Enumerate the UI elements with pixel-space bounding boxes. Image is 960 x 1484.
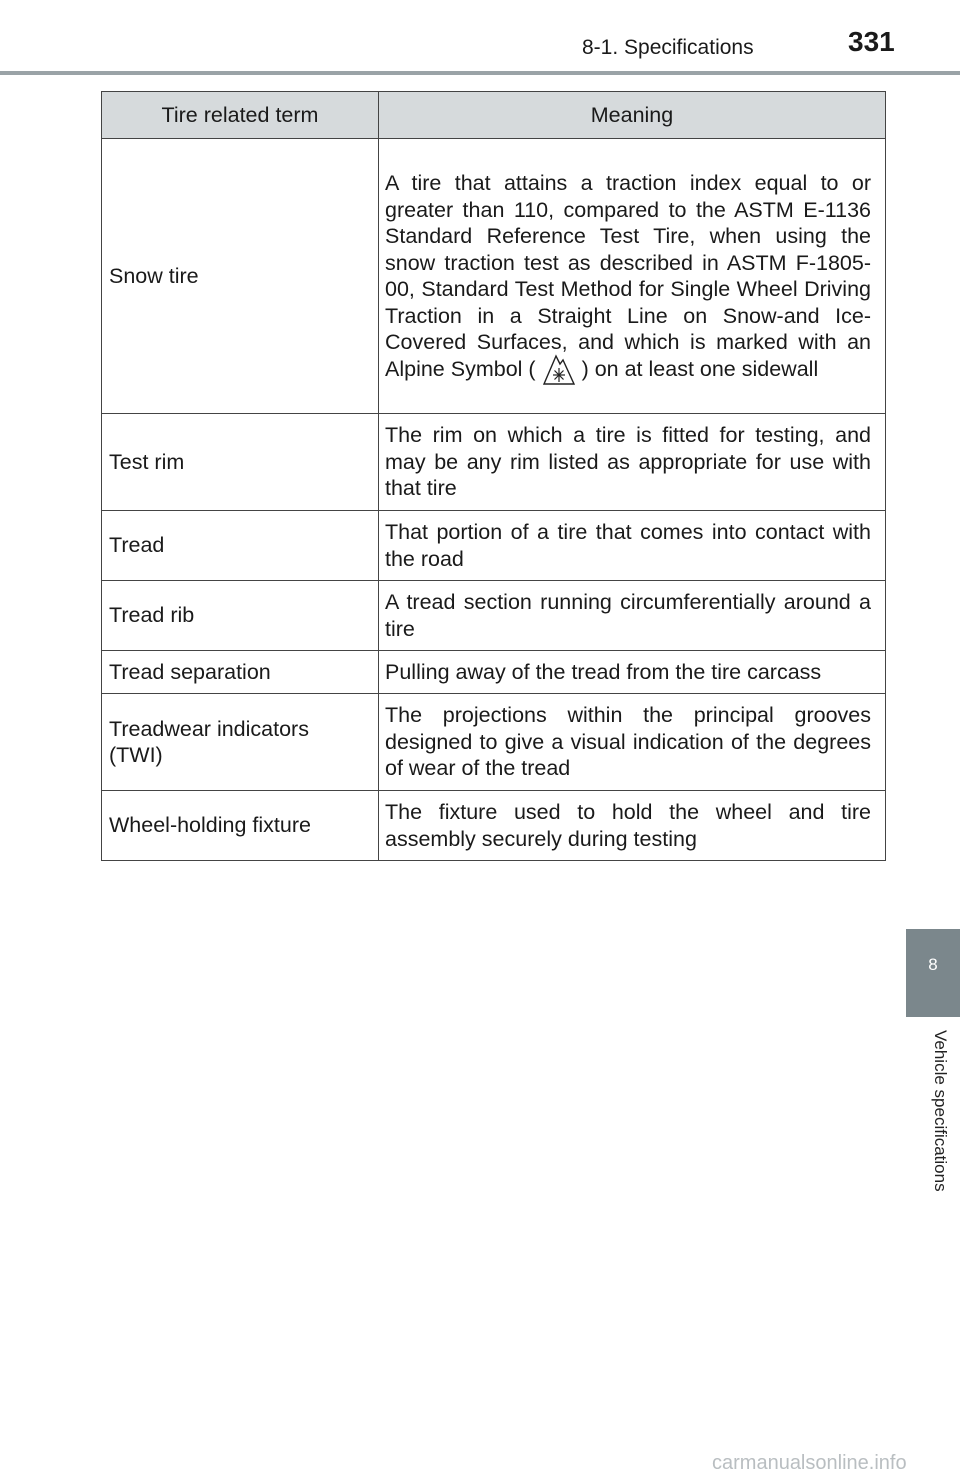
table-row: [102, 651, 886, 694]
term-cell: Wheel-holding fixture: [102, 791, 379, 861]
meaning-cell: [379, 139, 886, 414]
term-cell: Tread separation: [102, 651, 379, 694]
table-row: [102, 694, 886, 791]
meaning-cell: The fixture used to hold the wheel and tire assembly securely during testing: [379, 791, 886, 861]
alpine-symbol-icon: [542, 352, 576, 386]
column-header-term: Tire related term: [102, 92, 379, 139]
term-cell: Tread rib: [102, 581, 379, 651]
table-row: [102, 414, 886, 511]
table-header-row: [102, 92, 886, 139]
meaning-cell: That portion of a tire that comes into contact with the road: [379, 511, 886, 581]
meaning-text: ) on at least one sidewall: [581, 356, 819, 381]
meaning-cell: Pulling away of the tread from the tire carcass: [379, 651, 886, 694]
header-divider: [0, 71, 960, 75]
term-cell: Treadwear indicators (TWI): [102, 694, 379, 791]
chapter-number: 8: [928, 955, 938, 974]
table-row: [102, 511, 886, 581]
chapter-title: Vehicle specifications: [931, 1030, 950, 1192]
section-title: 8-1. Specifications: [582, 36, 754, 59]
term-cell: Snow tire: [102, 139, 379, 414]
meaning-cell: The projections within the principal grooves designed to give a visual indication of the degrees of wear of the tread: [379, 694, 886, 791]
meaning-cell: The rim on which a tire is fitted for testing, and may be any rim listed as appropriate for use with that tire: [379, 414, 886, 511]
tire-terms-table: [101, 91, 886, 861]
chapter-tab[interactable]: [906, 929, 960, 1017]
table-row: [102, 139, 886, 414]
term-cell: Tread: [102, 511, 379, 581]
column-header-meaning: Meaning: [379, 92, 886, 139]
table-row: [102, 791, 886, 861]
watermark: carmanualsonline.info: [712, 1452, 907, 1474]
meaning-text: A tire that attains a traction index equal to or greater than 110, compared to the ASTM E-1136 Standard Reference Test Tire, when using the snow traction test as described in ASTM F-1805-00, Standard Test Method for Single Wheel Driving Traction in a Straight Line on Snow-and Ice-Covered Surfaces, and which is marked with an Alpine Symbol (: [385, 171, 871, 381]
table-row: [102, 581, 886, 651]
meaning-cell: A tread section running circumferentially around a tire: [379, 581, 886, 651]
term-cell: Test rim: [102, 414, 379, 511]
page-number: 331: [848, 26, 895, 57]
